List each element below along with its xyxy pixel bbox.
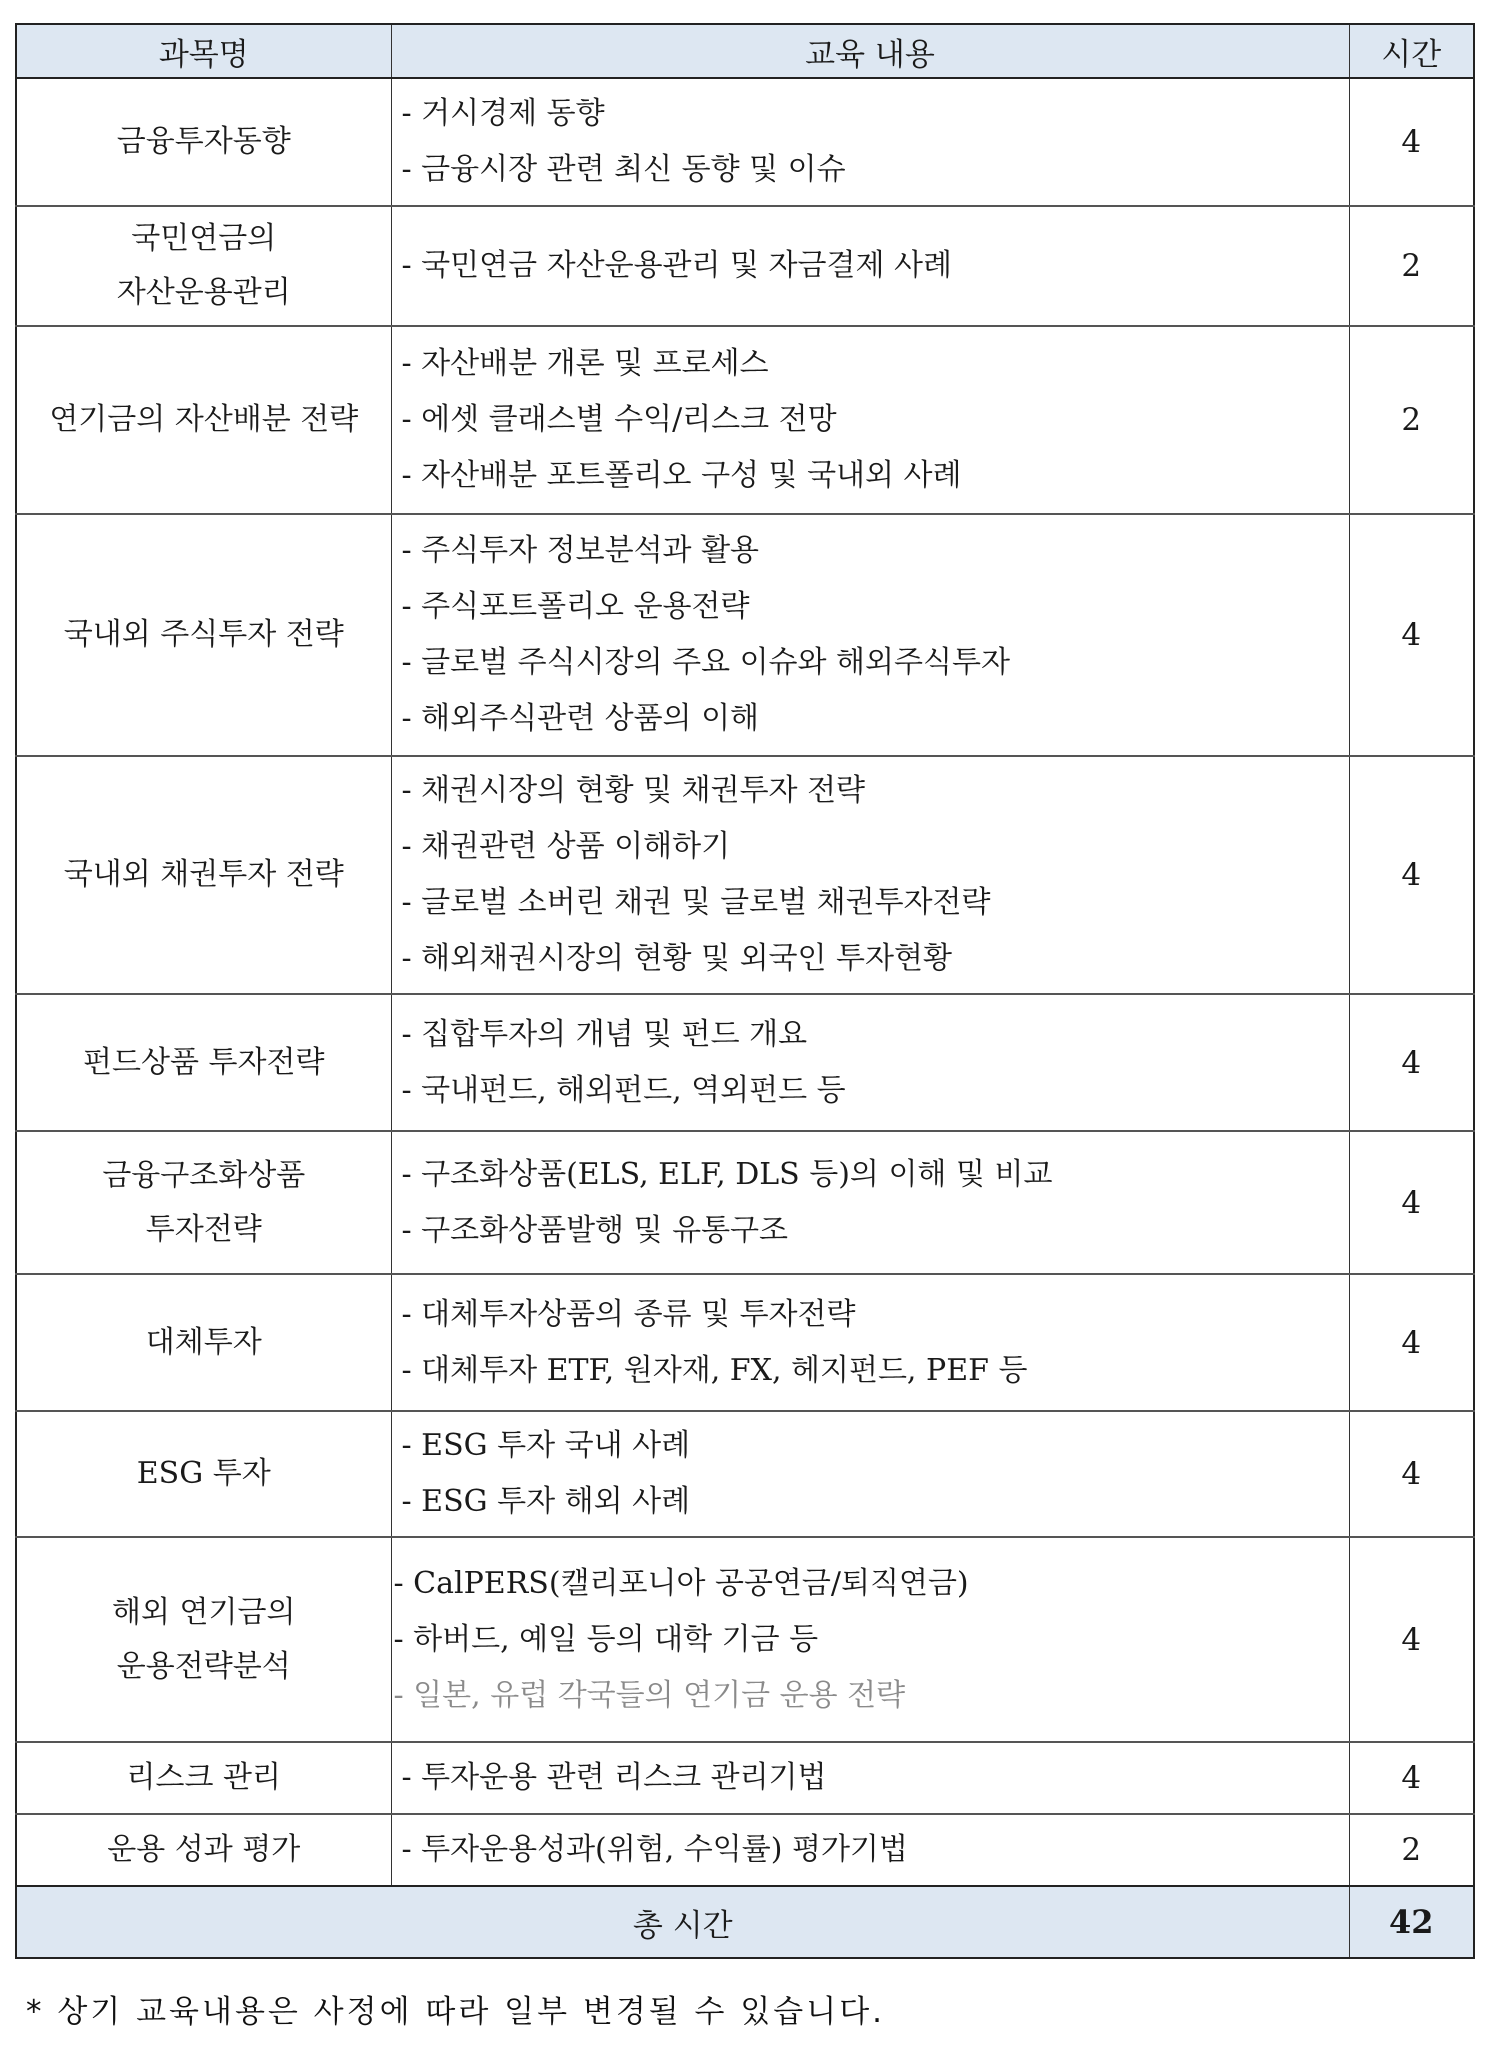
header-hours: 시간 (1349, 24, 1474, 78)
table-row (16, 1814, 1474, 1886)
subject-cell: ESG 투자 (16, 1411, 391, 1537)
content-line: - 주식투자 정보분석과 활용 (401, 533, 760, 568)
content-line: - 주식포트폴리오 운용전략 (401, 589, 750, 624)
content-line: - 글로벌 소버린 채권 및 글로벌 채권투자전략 (401, 885, 991, 920)
table-row (16, 1411, 1474, 1537)
content-line: - 국민연금 자산운용관리 및 자금결제 사례 (401, 248, 952, 283)
content-line: - 대체투자 ETF, 원자재, FX, 헤지펀드, PEF 등 (401, 1352, 1028, 1388)
hours-cell: 4 (1349, 1411, 1474, 1537)
content-cell (391, 78, 1349, 206)
hours-cell: 4 (1349, 78, 1474, 206)
content-cell (391, 756, 1349, 994)
curriculum-table (15, 23, 1475, 1959)
hours-cell: 4 (1349, 994, 1474, 1131)
content-cell (391, 206, 1349, 326)
table-row (16, 326, 1474, 514)
content-line: - 에셋 클래스별 수익/리스크 전망 (401, 402, 837, 437)
table-row (16, 756, 1474, 994)
subject-cell: 금융투자동향 (16, 78, 391, 206)
subject-cell: 국내외 주식투자 전략 (16, 514, 391, 756)
content-cell (391, 1131, 1349, 1274)
content-line: - 하버드, 예일 등의 대학 기금 등 (393, 1621, 819, 1657)
content-cell (391, 994, 1349, 1131)
hours-cell: 4 (1349, 514, 1474, 756)
content-line: - 자산배분 포트폴리오 구성 및 국내외 사례 (401, 458, 962, 493)
header-row (16, 24, 1474, 78)
hours-cell: 4 (1349, 1537, 1474, 1742)
hours-cell: 4 (1349, 1274, 1474, 1411)
content-line: - 금융시장 관련 최신 동향 및 이슈 (401, 152, 846, 187)
content-line: - 자산배분 개론 및 프로세스 (401, 346, 769, 381)
content-line: - 투자운용성과(위험, 수익률) 평가기법 (401, 1832, 908, 1867)
subject-cell: 국내외 채권투자 전략 (16, 756, 391, 994)
subject-cell: 운용 성과 평가 (16, 1814, 391, 1886)
content-line: - 대체투자상품의 종류 및 투자전략 (401, 1296, 856, 1332)
content-cell (391, 514, 1349, 756)
content-line: - 글로벌 주식시장의 주요 이슈와 해외주식투자 (401, 645, 1010, 680)
subject-cell: 국민연금의 자산운용관리 (16, 206, 391, 326)
content-line: - 채권관련 상품 이해하기 (401, 829, 731, 864)
hours-cell: 2 (1349, 206, 1474, 326)
content-cell (391, 1411, 1349, 1537)
content-line: - 구조화상품발행 및 유통구조 (401, 1212, 789, 1248)
content-line: - 국내펀드, 해외펀드, 역외펀드 등 (401, 1072, 846, 1108)
table-row (16, 514, 1474, 756)
table-row (16, 78, 1474, 206)
footnote: * 상기 교육내용은 사정에 따라 일부 변경될 수 있습니다. (26, 1994, 885, 2030)
table-row (16, 1131, 1474, 1274)
content-line: - 채권시장의 현황 및 채권투자 전략 (401, 773, 866, 808)
table-row (16, 1537, 1474, 1742)
hours-cell: 4 (1349, 756, 1474, 994)
hours-cell: 4 (1349, 1742, 1474, 1814)
content-cell (391, 1742, 1349, 1814)
hours-cell: 2 (1349, 326, 1474, 514)
table-row (16, 1742, 1474, 1814)
content-line: - 거시경제 동향 (401, 96, 605, 131)
content-cell (391, 1537, 1349, 1742)
table-row (16, 994, 1474, 1131)
table-row (16, 1274, 1474, 1411)
header-content: 교육 내용 (391, 24, 1349, 78)
content-line: - ESG 투자 국내 사례 (401, 1428, 691, 1463)
content-line: - ESG 투자 해외 사례 (401, 1484, 691, 1519)
content-line: - 구조화상품(ELS, ELF, DLS 등)의 이해 및 비교 (401, 1156, 1053, 1192)
content-line: - CalPERS(캘리포니아 공공연금/퇴직연금) (393, 1565, 969, 1601)
subject-cell: 해외 연기금의 운용전략분석 (16, 1537, 391, 1742)
content-cell (391, 326, 1349, 514)
hours-cell: 2 (1349, 1814, 1474, 1886)
total-row (16, 1886, 1474, 1958)
content-line: - 일본, 유럽 각국들의 연기금 운용 전략 (393, 1677, 906, 1713)
total-hours: 42 (1349, 1886, 1474, 1958)
subject-cell: 금융구조화상품 투자전략 (16, 1131, 391, 1274)
content-cell (391, 1274, 1349, 1411)
header-subject: 과목명 (16, 24, 391, 78)
subject-cell: 대체투자 (16, 1274, 391, 1411)
content-cell (391, 1814, 1349, 1886)
subject-cell: 펀드상품 투자전략 (16, 994, 391, 1131)
content-line: - 집합투자의 개념 및 펀드 개요 (401, 1016, 808, 1052)
subject-cell: 연기금의 자산배분 전략 (16, 326, 391, 514)
hours-cell: 4 (1349, 1131, 1474, 1274)
content-line: - 투자운용 관련 리스크 관리기법 (401, 1760, 827, 1795)
content-line: - 해외주식관련 상품의 이해 (401, 701, 760, 736)
total-label: 총 시간 (16, 1886, 1349, 1958)
table-row (16, 206, 1474, 326)
subject-cell: 리스크 관리 (16, 1742, 391, 1814)
content-line: - 해외채권시장의 현황 및 외국인 투자현황 (401, 941, 952, 976)
